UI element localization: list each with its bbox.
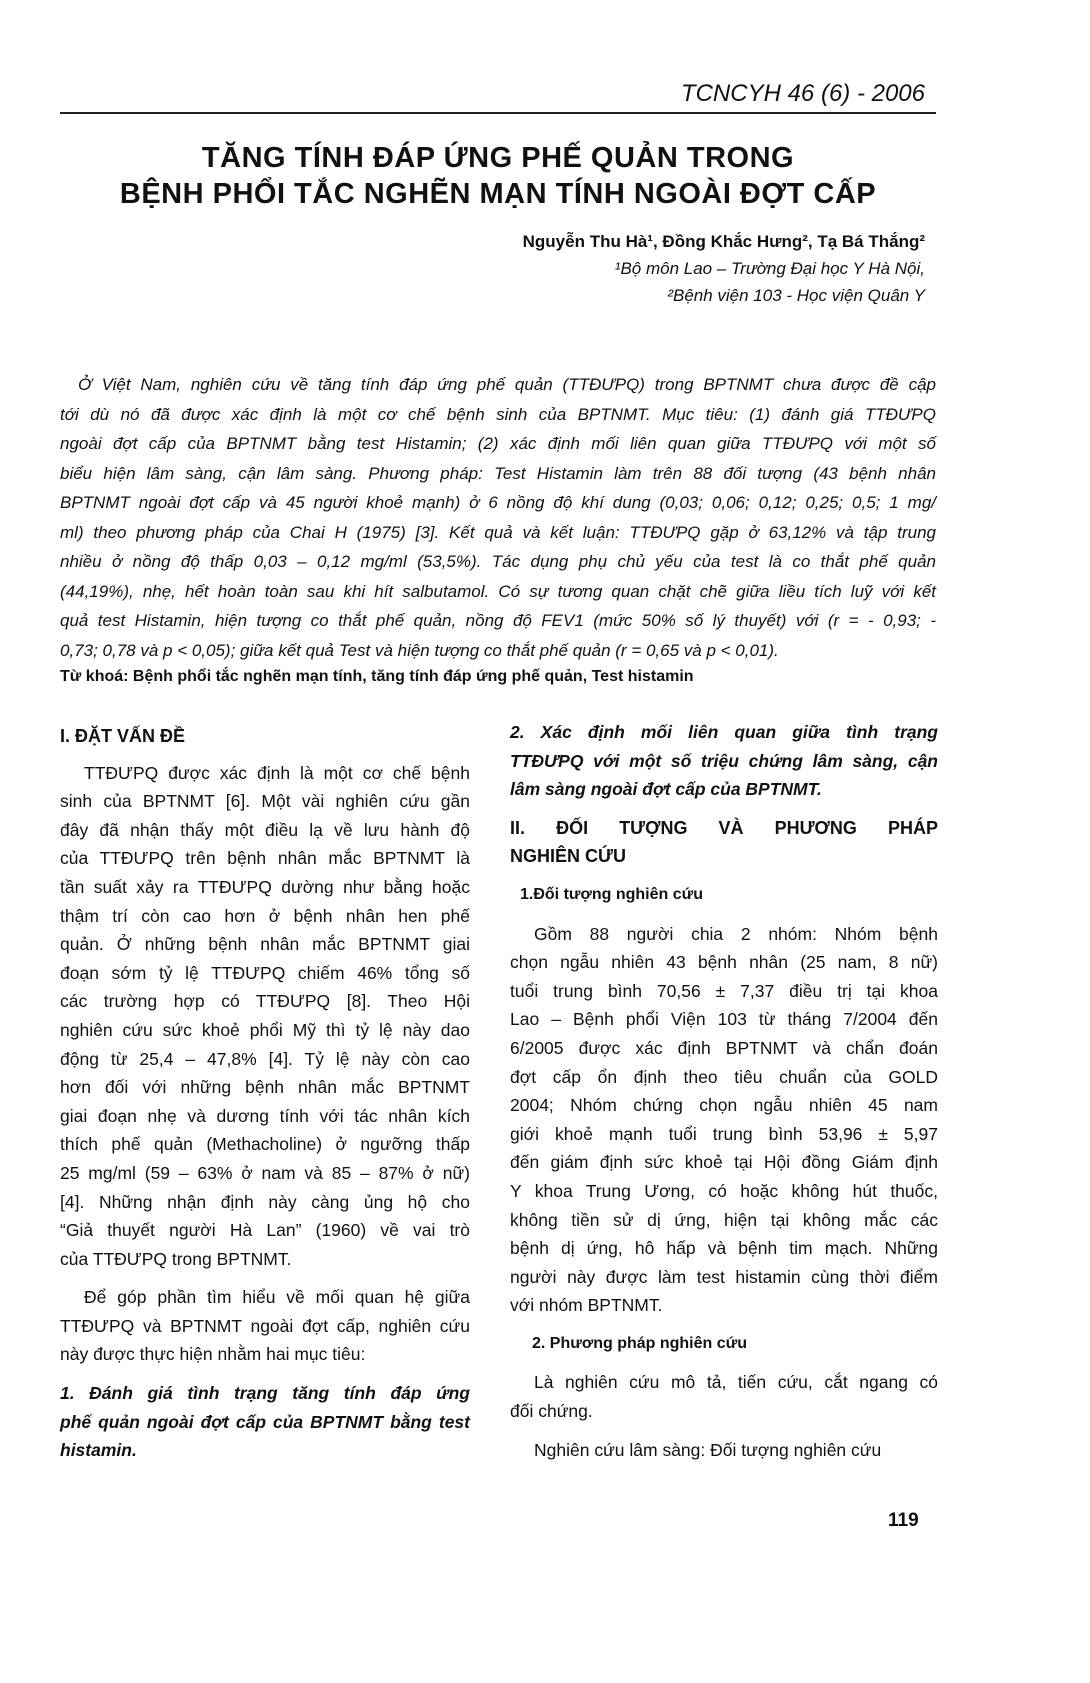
- text-line: Y khoa Trung Ương, có hoặc không hút thuốc,: [510, 1180, 938, 1201]
- header-rule: [60, 112, 936, 114]
- text-line: của TTĐƯPQ trong BPTNMT.: [60, 1248, 292, 1269]
- section-heading: I. ĐẶT VẤN ĐỀ: [60, 726, 186, 746]
- text-line: 1. Đánh giá tình trạng tăng tính đáp ứng: [60, 1383, 470, 1404]
- left-column: [60, 722, 470, 1465]
- text-line: bệnh dị ứng, hô hấp và bệnh tim mạch. Những: [510, 1238, 938, 1259]
- text-line: không tiền sử dị ứng, hiện tại không mắc các: [510, 1209, 938, 1230]
- text-line: đến giám định sức khoẻ tại Hội đồng Giám định: [510, 1152, 938, 1173]
- text-line: với nhóm BPTNMT.: [510, 1295, 663, 1316]
- text-line: đợt cấp ổn định theo tiêu chuẩn của GOLD: [510, 1066, 938, 1087]
- text-line: tần suất xảy ra TTĐƯPQ dường như bằng hoặc: [60, 876, 470, 897]
- text-line: Gồm 88 người chia 2 nhóm: Nhóm bệnh: [534, 923, 938, 944]
- text-line: Là nghiên cứu mô tả, tiến cứu, cắt ngang có: [534, 1372, 938, 1393]
- text-line: đoạn sớm tỷ lệ TTĐƯPQ chiếm 46% tổng số: [60, 962, 470, 983]
- text-line: các trường hợp có TTĐƯPQ [8]. Theo Hội: [60, 991, 470, 1012]
- text-line: đối chứng.: [510, 1401, 593, 1422]
- objective-2: [510, 718, 938, 804]
- text-line: phế quản ngoài đợt cấp của BPTNMT bằng test: [60, 1411, 470, 1432]
- section-heading: [510, 814, 938, 871]
- paragraph: [60, 1283, 470, 1369]
- text-line: histamin.: [60, 1440, 137, 1461]
- text-line: NGHIÊN CỨU: [510, 846, 626, 867]
- abstract: [60, 370, 936, 665]
- text-line: giai đoạn nhẹ và dương tính với tác nhân kích: [60, 1105, 470, 1126]
- affiliation: ¹Bộ môn Lao – Trường Đại học Y Hà Nội,: [614, 259, 925, 278]
- text-line: “Giả thuyết người Hà Lan” (1960) về vai trò: [60, 1220, 470, 1241]
- text-line: nhiều ở nồng độ thấp 0,03 – 0,12 mg/ml (53,5%). Tác dụng phụ chủ yếu của test là co thắt phế quản: [60, 552, 936, 571]
- subsection-heading: 2. Phương pháp nghiên cứu: [532, 1334, 747, 1352]
- text-line: Ở Việt Nam, nghiên cứu về tăng tính đáp ứng phế quản (TTĐƯPQ) trong BPTNMT chưa được đề cập: [78, 375, 936, 394]
- paragraph: [60, 759, 470, 1274]
- right-column: [510, 718, 938, 1464]
- text-line: Nghiên cứu lâm sàng: Đối tượng nghiên cứu: [534, 1439, 882, 1460]
- text-line: 2004; Nhóm chứng chọn ngẫu nhiên 45 nam: [510, 1095, 938, 1116]
- objective-1: [60, 1379, 470, 1465]
- text-line: quản. Ở những bệnh nhân mắc BPTNMT giai: [60, 934, 470, 955]
- text-line: hơn đối với những bệnh nhân mắc BPTNMT: [60, 1077, 470, 1098]
- title-line: TĂNG TÍNH ĐÁP ỨNG PHẾ QUẢN TRONG: [201, 142, 795, 174]
- text-line: động từ 25,4 – 47,8% [4]. Tỷ lệ này còn cao: [60, 1048, 470, 1069]
- text-line: ngoài đợt cấp của BPTNMT bằng test Histamin; (2) xác định mối liên quan giữa TTĐƯPQ với một số: [60, 434, 936, 453]
- text-line: sinh của BPTNMT [6]. Một vài nghiên cứu gần: [60, 791, 470, 812]
- text-line: này được thực hiện nhằm hai mục tiêu:: [60, 1344, 366, 1365]
- text-line: TTĐƯPQ và BPTNMT ngoài đợt cấp, nghiên cứu: [60, 1315, 470, 1336]
- text-line: đây đã nhận thấy một điều lạ về lưu hành độ: [60, 819, 470, 840]
- text-line: Lao – Bệnh phổi Viện 103 từ tháng 7/2004 đến: [510, 1009, 938, 1030]
- text-line: TTĐƯPQ được xác định là một cơ chế bệnh: [84, 762, 470, 783]
- text-line: BPTNMT ngoài đợt cấp và 45 người khoẻ mạnh) ở 6 nồng độ khí dung (0,03; 0,06; 0,12; 0,25; 0,5; 1 mg/: [60, 493, 936, 512]
- page-number: 119: [888, 1510, 919, 1531]
- article-title: [60, 140, 936, 212]
- text-line: [4]. Những nhận định này càng ủng hộ cho: [60, 1191, 470, 1212]
- text-line: của TTĐƯPQ trên bệnh nhân mắc BPTNMT là: [60, 848, 470, 869]
- authors-block: [523, 228, 925, 309]
- keywords: Từ khoá: Bệnh phổi tắc nghẽn mạn tính, tăng tính đáp ứng phế quản, Test histamin: [60, 668, 694, 685]
- text-line: thậm trí còn cao hơn ở bệnh nhân hen phế: [60, 905, 470, 926]
- text-line: 6/2005 được xác định BPTNMT và chẩn đoán: [510, 1037, 938, 1058]
- text-line: II. ĐỐI TƯỢNG VÀ PHƯƠNG PHÁP: [510, 817, 938, 838]
- text-line: 25 mg/ml (59 – 63% ở nam và 85 – 87% ở nữ): [60, 1162, 470, 1183]
- paragraph: [510, 1368, 938, 1425]
- text-line: ml) theo phương pháp của Chai H (1975) [3]. Kết quả và kết luận: TTĐƯPQ gặp ở 63,12% và tập trung: [60, 522, 936, 542]
- text-line: 0,73; 0,78 và p < 0,05); giữa kết quả Test và hiện tượng co thắt phế quản (r = 0,65 và p < 0,01).: [60, 640, 779, 660]
- text-line: TTĐƯPQ với một số triệu chứng lâm sàng, cận: [510, 750, 938, 771]
- text-line: quả test Histamin, hiện tượng co thắt phế quản, nồng độ FEV1 (mức 50% số lý thuyết) với (r = - 0,93; -: [60, 611, 936, 630]
- text-line: 2. Xác định mối liên quan giữa tình trạng: [510, 722, 938, 742]
- text-line: giới khoẻ mạnh tuổi trung bình 53,96 ± 5,97: [510, 1123, 938, 1144]
- paragraph: [510, 1436, 938, 1465]
- text-line: tuổi trung bình 70,56 ± 7,37 điều trị tại khoa: [510, 980, 938, 1001]
- subsection-heading: 1.Đối tượng nghiên cứu: [520, 885, 703, 903]
- text-line: nghiên cứu sức khoẻ phổi Mỹ thì tỷ lệ này dao: [60, 1019, 470, 1040]
- text-line: Để góp phần tìm hiểu về mối quan hệ giữa: [84, 1287, 470, 1308]
- title-line: BỆNH PHỔI TẮC NGHẼN MẠN TÍNH NGOÀI ĐỢT CẤP: [119, 178, 877, 210]
- text-line: biểu hiện lâm sàng, cận lâm sàng. Phương pháp: Test Histamin làm trên 88 đối tượng (43 bệnh nhân: [60, 463, 936, 483]
- text-line: lâm sàng ngoài đợt cấp của BPTNMT.: [510, 779, 822, 800]
- text-line: thích phế quản (Methacholine) ở ngưỡng thấp: [60, 1134, 470, 1155]
- text-line: người này được làm test histamin cùng thời điểm: [510, 1266, 938, 1287]
- text-line: chọn ngẫu nhiên 43 bệnh nhân (25 nam, 8 nữ): [510, 952, 938, 973]
- author-names: Nguyễn Thu Hà¹, Đồng Khắc Hưng², Tạ Bá Thắng²: [522, 232, 925, 251]
- journal-header: TCNCYH 46 (6) - 2006: [680, 80, 925, 107]
- paragraph: [510, 920, 938, 1320]
- affiliation: ²Bệnh viện 103 - Học viện Quân Y: [667, 286, 925, 305]
- text-line: tới dù nó đã được xác định là một cơ chế bệnh sinh của BPTNMT. Mục tiêu: (1) đánh giá TTĐƯPQ: [60, 404, 936, 424]
- text-line: (44,19%), nhẹ, hết hoàn toàn sau khi hít salbutamol. Có sự tương quan chặt chẽ giữa liều tích luỹ với kết: [60, 581, 936, 601]
